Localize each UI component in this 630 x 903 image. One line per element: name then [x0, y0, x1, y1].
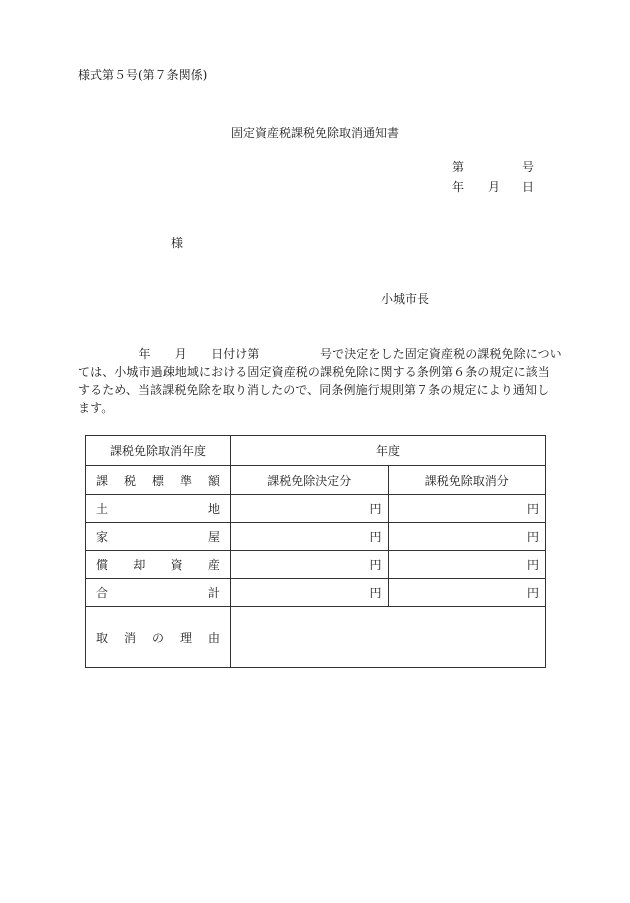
cancelled-amount: 円 — [388, 523, 546, 551]
tax-exemption-table — [85, 435, 546, 668]
table-row — [86, 495, 546, 523]
decided-amount: 円 — [231, 551, 389, 579]
column-header-decided: 課税免除決定分 — [231, 466, 389, 495]
reference-number-prefix: 第 — [452, 160, 465, 174]
decided-amount: 円 — [231, 523, 389, 551]
label-char: 産 — [207, 558, 220, 572]
table-row — [86, 551, 546, 579]
label-char: の — [151, 630, 164, 645]
label-char: 課 — [96, 473, 109, 488]
addressee: 様 — [171, 236, 184, 250]
cancelled-amount: 円 — [388, 495, 546, 523]
label-char: 取 — [96, 630, 109, 645]
cancelled-amount: 円 — [388, 579, 546, 607]
row-label — [86, 495, 231, 523]
year-label: 課税免除取消年度 — [86, 436, 231, 466]
date-day: 日 — [522, 180, 535, 194]
date-year: 年 — [452, 180, 465, 194]
label-char: 却 — [133, 558, 146, 572]
date-month: 月 — [488, 180, 501, 194]
label-char: 税 — [123, 473, 136, 488]
body-line: 年 月 日付け第 号で決定をした固定資産税の課税免除につい — [78, 347, 562, 361]
label-char: 理 — [179, 630, 192, 645]
label-char: 償 — [96, 558, 109, 572]
reference-number-suffix: 号 — [522, 160, 535, 174]
issuer: 小城市長 — [381, 292, 430, 306]
column-header-cancelled: 課税免除取消分 — [388, 466, 546, 495]
reference-number — [452, 158, 534, 175]
notice-body — [78, 345, 562, 417]
cancelled-amount: 円 — [388, 551, 546, 579]
label-char: 地 — [207, 502, 220, 516]
table-row — [86, 466, 546, 495]
row-label — [86, 551, 231, 579]
table-row — [86, 523, 546, 551]
label-char: 家 — [96, 530, 109, 544]
row-label — [86, 523, 231, 551]
table-row — [86, 607, 546, 668]
label-char: 由 — [207, 630, 220, 645]
label-char: 資 — [170, 558, 183, 572]
decided-amount: 円 — [231, 495, 389, 523]
label-char: 計 — [207, 586, 220, 600]
body-line: ては、小城市過疎地域における固定資産税の課税免除に関する条例第６条の規定に該当 — [78, 365, 550, 379]
year-value: 年度 — [231, 436, 546, 466]
label-char: 土 — [96, 502, 109, 516]
issue-date — [452, 178, 534, 195]
label-char: 準 — [179, 473, 192, 488]
body-line: ます。 — [78, 401, 114, 415]
table-row — [86, 436, 546, 466]
label-char: 屋 — [207, 530, 220, 544]
reason-label — [86, 607, 231, 668]
label-char: 合 — [96, 586, 109, 600]
body-line: するため、当該課税免除を取り消したので、同条例施行規則第７条の規定により通知し — [78, 383, 550, 397]
table-row — [86, 579, 546, 607]
label-char: 標 — [151, 473, 164, 488]
reason-value — [231, 607, 546, 668]
form-number: 様式第５号(第７条関係) — [78, 68, 208, 82]
document-title: 固定資産税課税免除取消通知書 — [230, 126, 399, 140]
label-char: 額 — [207, 473, 220, 488]
label-char: 消 — [123, 630, 136, 645]
decided-amount: 円 — [231, 579, 389, 607]
row-label — [86, 579, 231, 607]
standard-label — [86, 466, 231, 495]
